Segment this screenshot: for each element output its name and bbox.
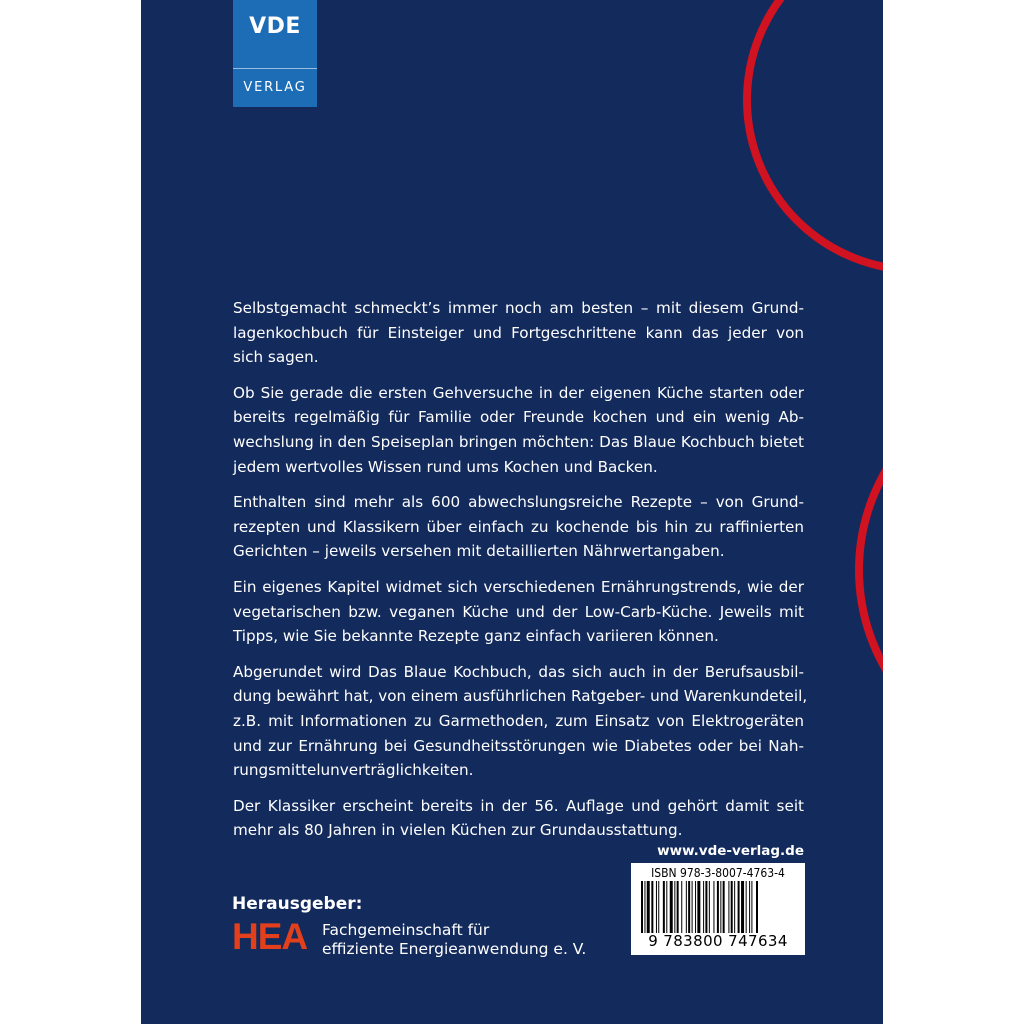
barcode-bar bbox=[709, 881, 710, 933]
blurb-paragraph bbox=[233, 490, 804, 564]
vde-verlag-logo bbox=[233, 0, 317, 107]
blurb-paragraph bbox=[233, 381, 804, 479]
blurb-text bbox=[233, 296, 808, 854]
logo-imprint-text: VERLAG bbox=[243, 80, 307, 95]
barcode-bar bbox=[695, 881, 696, 933]
blurb-line: Ob Sie gerade die ersten Gehversuche in der eigenen Küche starten oder bbox=[233, 383, 804, 402]
blurb-line: vegetarischen bzw. veganen Küche und der Low-Carb-Küche. Jeweils mit bbox=[233, 602, 804, 621]
blurb-line: z.B. mit Informationen zu Garmethoden, zum Einsatz von Elektrogeräten bbox=[233, 711, 804, 730]
barcode-bar bbox=[677, 881, 679, 933]
back-cover bbox=[141, 0, 883, 1024]
editor-name bbox=[322, 921, 586, 959]
blurb-paragraph bbox=[233, 660, 808, 783]
blurb-line: Enthalten sind mehr als 600 abwechslungsreiche Rezepte – von Grund- bbox=[233, 493, 804, 512]
barcode-bar bbox=[703, 881, 704, 933]
barcode-bar bbox=[686, 881, 687, 933]
blurb-line: und zur Ernährung bei Gesundheitsstörungen wie Diabetes oder bei Nah- bbox=[233, 736, 804, 755]
editor-name-line-2: effiziente Energieanwendung e. V. bbox=[322, 940, 587, 958]
editor-name-line-1: Fachgemeinschaft für bbox=[322, 921, 490, 939]
blurb-line: jedem wertvolles Wissen rund ums Kochen und Backen. bbox=[233, 457, 658, 476]
barcode-bar bbox=[720, 881, 721, 933]
barcode-bar bbox=[756, 881, 758, 933]
barcode-digits: 9 783800 747634 bbox=[648, 932, 788, 950]
barcode-bar bbox=[641, 881, 643, 933]
barcode-bar bbox=[666, 881, 667, 933]
barcode-bar bbox=[746, 881, 747, 933]
barcode-bar bbox=[651, 881, 653, 933]
barcode-bar bbox=[656, 881, 657, 933]
blurb-line: rungsmittelunverträglichkeiten. bbox=[233, 761, 474, 780]
publisher-website: www.vde-verlag.de bbox=[657, 843, 804, 859]
barcode-bar bbox=[644, 881, 645, 933]
blurb-line: dung bewährt hat, von einem ausführlichen Ratgeber- und Warenkundeteil, bbox=[233, 687, 808, 706]
barcode-bar bbox=[647, 881, 650, 933]
blurb-paragraph bbox=[233, 575, 804, 649]
barcode-bar bbox=[692, 881, 693, 933]
red-arc-top bbox=[747, 0, 883, 270]
barcode-bar bbox=[751, 881, 752, 933]
barcode-bar bbox=[681, 881, 682, 933]
barcode-bar bbox=[697, 881, 700, 933]
red-arc-middle bbox=[859, 373, 883, 767]
barcode-bar bbox=[663, 881, 665, 933]
isbn-barcode bbox=[631, 863, 805, 955]
blurb-line: Gerichten – jeweils versehen mit detaillierten Nährwertangaben. bbox=[233, 542, 725, 561]
barcode-bar bbox=[717, 881, 719, 933]
barcode-bar bbox=[688, 881, 690, 933]
barcode-bars bbox=[641, 881, 795, 933]
logo-divider bbox=[233, 68, 317, 69]
barcode-bar bbox=[705, 881, 707, 933]
blurb-line: wechslung in den Speiseplan bringen möchten: Das Blaue Kochbuch bietet bbox=[233, 432, 804, 451]
blurb-paragraph bbox=[233, 296, 804, 370]
hea-logo-mark: HEA bbox=[232, 916, 308, 957]
editor-label: Herausgeber: bbox=[232, 894, 363, 914]
barcode-bar bbox=[741, 881, 744, 933]
blurb-line: Selbstgemacht schmeckt’s immer noch am besten – mit diesem Grund- bbox=[233, 299, 804, 317]
barcode-bar bbox=[731, 881, 733, 933]
barcode-bar bbox=[723, 881, 725, 933]
blurb-line: Der Klassiker erscheint bereits in der 56. Auflage und gehört damit seit bbox=[233, 796, 804, 815]
barcode-bar bbox=[713, 881, 714, 933]
blurb-line: lagenkochbuch für Einsteiger und Fortgeschrittene kann das jeder von bbox=[233, 323, 804, 342]
barcode-bar bbox=[674, 881, 675, 933]
barcode-bar bbox=[658, 881, 659, 933]
blurb-line: Tipps, wie Sie bekannte Rezepte ganz einfach variieren können. bbox=[233, 627, 719, 646]
barcode-bar bbox=[728, 881, 729, 933]
barcode-bar bbox=[749, 881, 750, 933]
blurb-line: Abgerundet wird Das Blaue Kochbuch, das sich auch in der Berufsausbil- bbox=[233, 662, 804, 681]
barcode-bar bbox=[738, 881, 740, 933]
barcode-bar bbox=[670, 881, 673, 933]
blurb-paragraph bbox=[233, 794, 804, 843]
blurb-line: mehr als 80 Jahren in vielen Küchen zur Grundausstattung. bbox=[233, 821, 683, 840]
blurb-line: Ein eigenes Kapitel widmet sich verschiedenen Ernährungstrends, wie der bbox=[233, 577, 804, 596]
blurb-line: rezepten und Klassikern über einfach zu kochende bis hin zu raffinierten bbox=[233, 517, 804, 536]
blurb-line: sich sagen. bbox=[233, 348, 319, 367]
isbn-label: ISBN 978-3-8007-4763-4 bbox=[651, 866, 785, 880]
blurb-line: bereits regelmäßig für Familie oder Freunde kochen und ein wenig Ab- bbox=[233, 408, 804, 427]
barcode-bar bbox=[734, 881, 735, 933]
logo-brand-text: VDE bbox=[249, 14, 301, 39]
